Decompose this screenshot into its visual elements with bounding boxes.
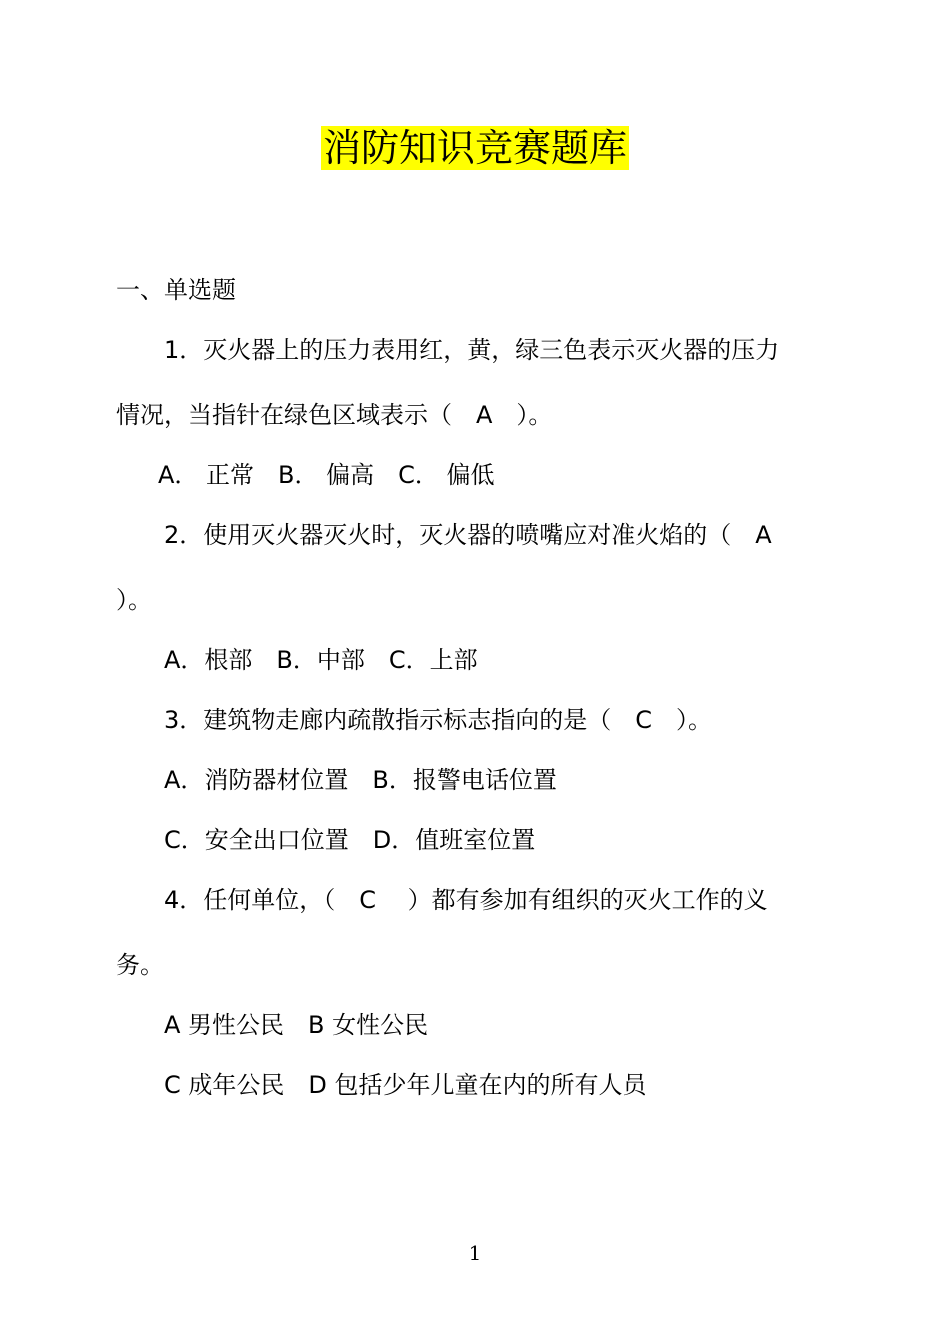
question-1-options: A． 正常 B． 偏高 C． 偏低 (158, 461, 495, 489)
question-4-options-row-1: A 男性公民 B 女性公民 (164, 1011, 429, 1039)
question-4-options-row-2: C 成年公民 D 包括少年儿童在内的所有人员 (164, 1071, 647, 1099)
question-4-text-line-1: 4．任何单位，（ C ）都有参加有组织的灭火工作的义 (164, 886, 768, 914)
question-3-text-line-1: 3．建筑物走廊内疏散指示标志指向的是（ C ）。 (164, 706, 713, 734)
document-title (0, 120, 950, 176)
question-3-options-row-2: C．安全出口位置 D．值班室位置 (164, 826, 536, 854)
question-4-text-line-2: 务。 (116, 951, 164, 979)
question-1-text-line-2: 情况，当指针在绿色区域表示（ A ）。 (116, 401, 553, 429)
question-2-text-line-2: ）。 (116, 586, 152, 614)
question-2-options: A．根部 B．中部 C．上部 (164, 646, 478, 674)
section-heading: 一、单选题 (116, 276, 236, 304)
question-3-options-row-1: A．消防器材位置 B．报警电话位置 (164, 766, 557, 794)
document-title-highlight: 消防知识竞赛题库 (322, 126, 627, 170)
question-1-text-line-1: 1．灭火器上的压力表用红，黄，绿三色表示灭火器的压力 (164, 336, 780, 364)
question-2-text-line-1: 2．使用灭火器灭火时，灭火器的喷嘴应对准火焰的（ A (164, 521, 772, 549)
page-number: 1 (468, 1241, 482, 1265)
